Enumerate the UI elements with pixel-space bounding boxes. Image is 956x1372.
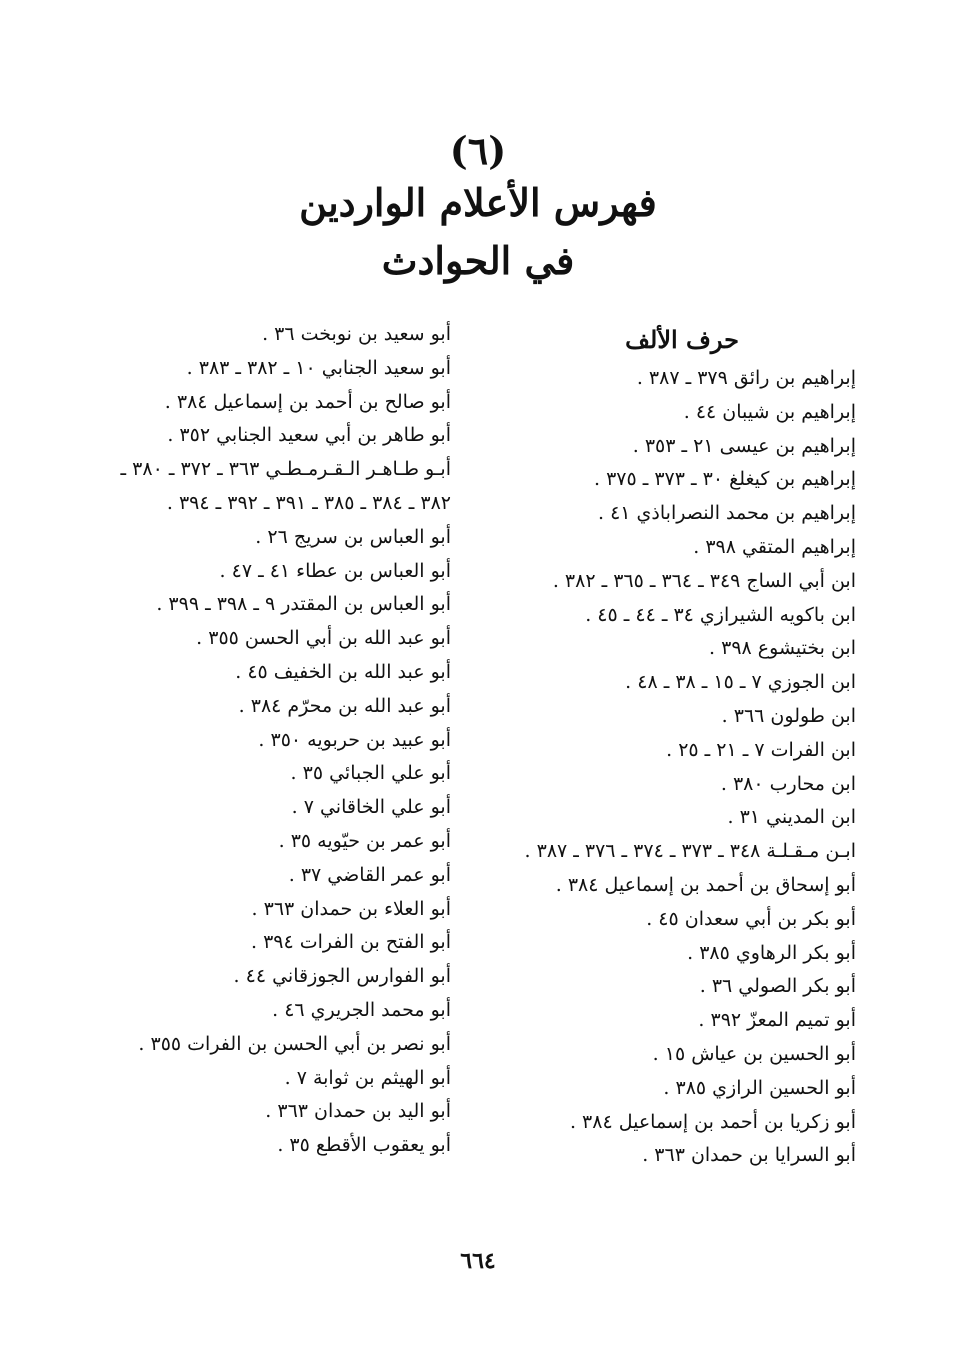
index-heading [0,128,956,290]
index-entry: أبو الفوارس الجوزقاني ٤٤ . [233,965,451,988]
index-entry: أبو عبد الله بن الخفيف ٤٥ . [235,660,451,683]
index-entry: أبو السرايا بن حمدان ٣٦٣ . [642,1144,856,1167]
index-entry: إبراهيم بن كيغلغ ٣٠ ـ ٣٧٣ ـ ٣٧٥ . [593,468,856,491]
index-entry: أبو العباس بن سريج ٢٦ . [255,525,451,548]
index-entry: ابن المديني ٣١ . [727,806,856,829]
index-entry: أبو زكريا بن أحمد بن إسماعيل ٣٨٤ . [569,1110,856,1133]
index-entry: ابن بختيشوع ٣٩٨ . [709,637,856,660]
index-entry: أبو نصر بن أبي الحسن بن الفرات ٣٥٥ . [138,1032,451,1055]
index-entry: إبراهيم بن رائق ٣٧٩ ـ ٣٨٧ . [636,367,856,389]
right-entry-list [506,362,856,1173]
index-entry: أبو محمد الجريري ٤٦ . [272,998,451,1021]
index-entry: ابـن مـقـلـة ٣٤٨ ـ ٣٧٣ ـ ٣٧٤ ـ ٣٧٦ ـ ٣٨٧ . [524,840,856,863]
index-entry: أبو إسحاق بن أحمد بن إسماعيل ٣٨٤ . [555,873,856,896]
index-entry: أبو سعيد بن نوبخت ٣٦ . [262,323,451,345]
index-entry: أبو الحسين بن عياش ١٥ . [652,1042,856,1065]
index-entry: إبراهيم بن شيبان ٤٤ . [683,400,856,423]
index-entry: أبو يعقوب الأقطع ٣٥ . [277,1134,451,1157]
index-entry: أبو عبد الله بن محرّم ٣٨٤ . [238,694,451,717]
index-column-right [506,318,856,1173]
index-entry: ابن أبي الساج ٣٤٩ ـ ٣٦٤ ـ ٣٦٥ ـ ٣٨٢ . [552,569,856,592]
index-entry: ابن محارب ٣٨٠ . [720,772,856,795]
index-entry: أبو اليد بن حمدان ٣٦٣ . [265,1100,451,1123]
index-title-line-2: في الحوادث [381,238,575,283]
index-entry: أبو طاهر بن أبي سعيد الجنابي ٣٥٢ . [167,424,451,447]
index-entry: أبو الهيثم بن ثوابة ٧ . [284,1066,451,1089]
index-entry: ابن الجوزي ٧ ـ ١٥ ـ ٣٨ ـ ٤٨ . [625,671,856,694]
letter-heading-alif: حرف الألف [625,325,739,354]
index-entry: ابن طولون ٣٦٦ . [721,704,856,727]
index-entry: إبراهيم بن عيسى ٢١ ـ ٣٥٣ . [632,434,856,457]
index-entry: أبو عمر القاضي ٣٧ . [288,863,451,886]
index-entry: أبو بكر بن أبي سعدان ٤٥ . [646,907,856,930]
index-title-line-1: فهرس الأعلام الواردين [299,180,657,225]
index-entry: أبو الفتح بن الفرات ٣٩٤ . [250,931,451,954]
index-entry: أبو العلاء بن حمدان ٣٦٣ . [251,897,451,920]
index-entry: أبو بكر الصولي ٣٦ . [699,975,856,998]
index-entry: إبراهيم بن محمد النصراباذي ٤١ . [597,502,856,525]
index-entry: أبو صالح بن أحمد بن إسماعيل ٣٨٤ . [164,390,451,413]
index-entry: أبـو طـاهـر الـقـرمـطـي ٣٦٣ ـ ٣٧٢ ـ ٣٨٠ ـ ٣٨٢ ـ ٣٨٤ ـ ٣٨٥ ـ ٣٩١ ـ ٣٩٢ ـ ٣٩٤ . [120,458,451,514]
left-entry-list [101,318,451,1163]
index-entry: أبو عمر بن حيّويه ٣٥ . [278,829,451,852]
index-entry: أبو العباس بن عطاء ٤١ ـ ٤٧ . [219,559,451,582]
section-number: (٦) [449,128,507,173]
index-entry: أبو العباس بن المقتدر ٩ ـ ٣٩٨ ـ ٣٩٩ . [156,593,451,616]
index-entry: أبو عبد الله بن أبي الحسن ٣٥٥ . [196,627,451,650]
page-number: ٦٦٤ [460,1248,496,1274]
index-entry: إبراهيم المتقي ٣٩٨ . [693,535,856,558]
index-entry: أبو تميم المعزّ ٣٩٢ . [698,1009,856,1032]
index-entry: أبو سعيد الجنابي ١٠ ـ ٣٨٢ ـ ٣٨٣ . [186,356,451,379]
index-entry: أبو بكر الرهاوي ٣٨٥ . [687,941,856,964]
index-entry: أبو علي الجبائي ٣٥ . [290,762,451,785]
index-entry: ابن الفرات ٧ ـ ٢١ ـ ٢٥ . [666,738,856,761]
index-column-left [101,318,451,1163]
index-entry: أبو علي الخاقاني ٧ . [291,796,451,819]
index-entry: أبو عبيد بن حربويه ٣٥٠ . [258,728,451,751]
index-entry: ابن باكويه الشيرازي ٣٤ ـ ٤٤ ـ ٤٥ . [585,603,856,626]
index-entry: أبو الحسين الرازي ٣٨٥ . [663,1076,856,1099]
